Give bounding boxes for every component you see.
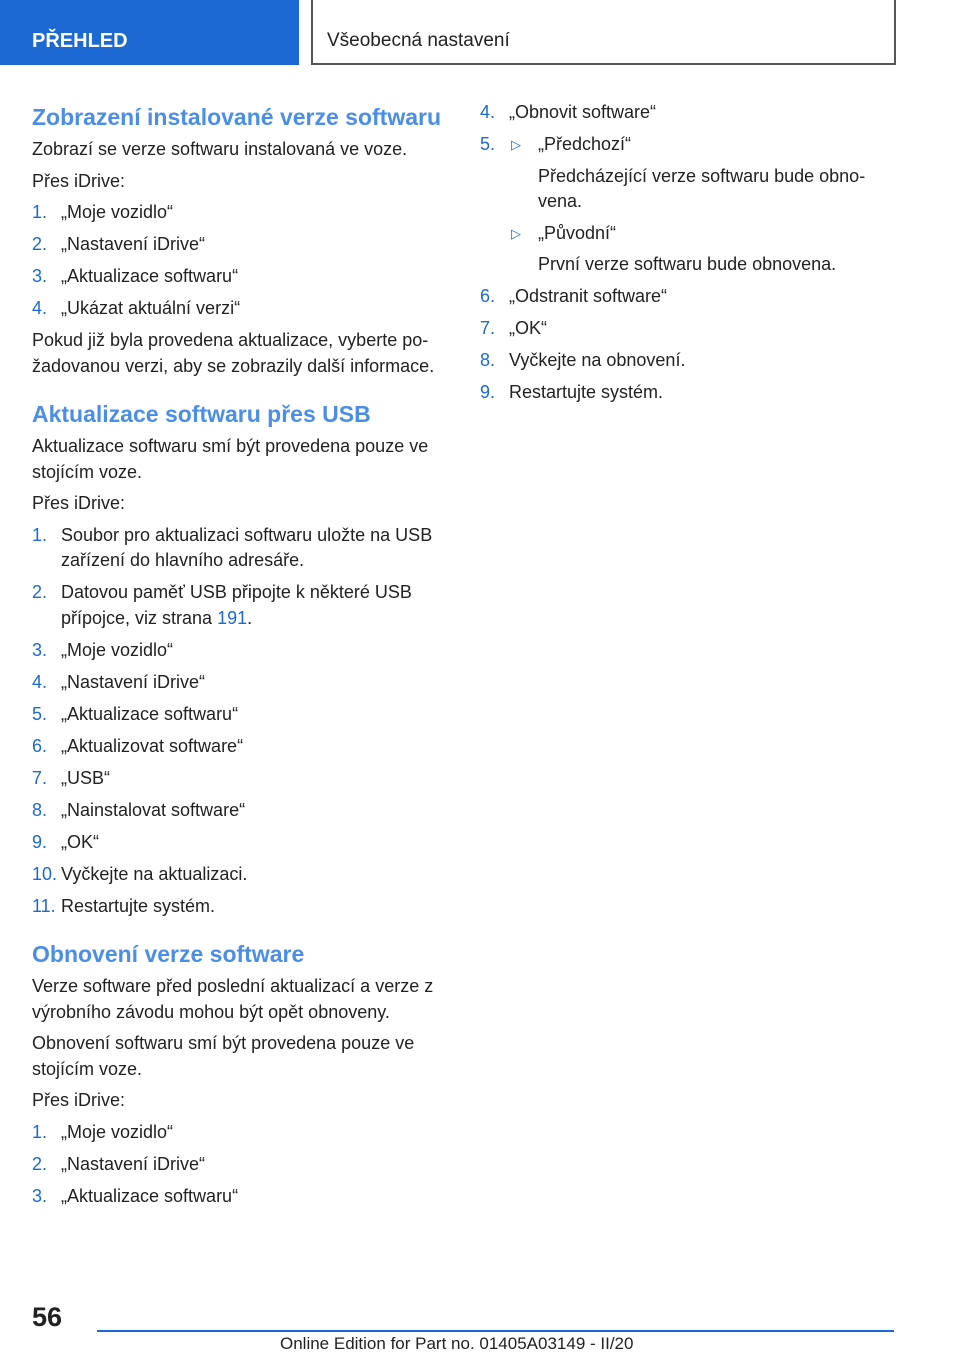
section-tab-label: PŘEHLED (32, 30, 128, 52)
triangle-bullet-icon: ▷ (511, 137, 521, 152)
triangle-bullet-icon: ▷ (511, 225, 521, 241)
restore-version-condition: Obnovení softwaru smí být provedena pouze ve stojícím voze. (32, 1033, 415, 1079)
step-text: „Moje vozidlo“ (61, 639, 174, 660)
step-text: „Nainstalovat software“ (61, 799, 246, 820)
step-number: 5. (32, 703, 48, 724)
list-item (32, 232, 450, 258)
option-previous (509, 132, 900, 215)
step-text: „Obnovit software“ (509, 102, 657, 122)
step-number: 4. (32, 671, 48, 692)
step-text: „Ukázat aktuální verzi“ (61, 298, 241, 318)
step-text: „Nastavení iDrive“ (61, 1153, 206, 1174)
right-column (480, 100, 900, 412)
list-item (480, 348, 900, 374)
step-number: 9. (32, 831, 48, 852)
usb-update-intro: Aktualizace softwaru smí být provedena pouze ve stojícím voze. (32, 436, 429, 482)
chapter-header (311, 0, 896, 65)
step-number: 3. (32, 1185, 48, 1206)
step-text: „Moje vozidlo“ (61, 1121, 174, 1142)
option-label: „Předchozí“ (538, 134, 632, 154)
step-text: „OK“ (509, 318, 547, 338)
option-original (509, 221, 900, 278)
step-number: 5. (480, 134, 496, 154)
list-item (32, 296, 450, 322)
step-number: 1. (32, 1121, 48, 1142)
heading-installed-version: Zobrazení instalované verze softwaru (32, 104, 442, 130)
restore-version-intro: Verze software před poslední aktualizací a verze z výrobního závodu mohou být opět obnoveny. (32, 976, 434, 1022)
list-item (32, 638, 450, 664)
step-text: Restartujte systém. (61, 895, 216, 916)
step-number: 11. (32, 895, 56, 916)
step-text: Vyčkejte na obnovení. (509, 350, 686, 370)
list-item (32, 830, 450, 856)
step-text: „Aktualizace softwaru“ (61, 703, 239, 724)
left-column (32, 100, 450, 1216)
restore-version-steps (32, 1120, 450, 1210)
step-text: „Aktualizovat software“ (61, 735, 244, 756)
section-tab[interactable] (0, 0, 299, 65)
step-number: 1. (32, 202, 48, 222)
restore-version-steps-continued (480, 100, 900, 406)
step-text-end: . (247, 607, 253, 628)
option-description: Předcházející verze softwaru bude obno‐vena. (538, 165, 866, 211)
list-item (32, 264, 450, 290)
list-item (480, 316, 900, 342)
list-item (32, 702, 450, 728)
step-text: „Nastavení iDrive“ (61, 234, 206, 254)
list-item (32, 200, 450, 226)
step-number: 3. (32, 266, 48, 286)
step-number: 2. (32, 234, 48, 254)
step-number: 7. (32, 767, 48, 788)
list-item (32, 766, 450, 792)
step-text: Soubor pro aktualizaci softwaru uložte na USB zařízení do hlavního adresáře. (61, 524, 433, 570)
footer-edition: Online Edition for Part no. 01405A03149 - II/20 (280, 1334, 634, 1353)
list-item (32, 523, 450, 574)
list-item (32, 734, 450, 760)
step-text: „Odstranit software“ (509, 286, 668, 306)
installed-version-steps (32, 200, 450, 322)
list-item (32, 862, 450, 888)
step-number: 3. (32, 639, 48, 660)
step-number: 6. (480, 286, 496, 306)
installed-version-intro: Zobrazí se verze softwaru instalovaná ve voze. (32, 139, 408, 159)
step-number: 7. (480, 318, 496, 338)
list-item (32, 1120, 450, 1146)
list-item (32, 798, 450, 824)
installed-version-via: Přes iDrive: (32, 170, 126, 191)
step-text: „Aktualizace softwaru“ (61, 266, 239, 286)
installed-version-note: Pokud již byla provedena aktualizace, vyberte po‐žadovanou verzi, aby se zobrazily další informace. (32, 330, 435, 376)
step-number: 4. (32, 298, 48, 318)
step-number: 9. (480, 382, 496, 402)
step-text: „Moje vozidlo“ (61, 202, 174, 222)
list-item (480, 100, 900, 126)
step-number: 8. (480, 350, 496, 370)
step-text: Restartujte systém. (509, 382, 664, 402)
step-text: Datovou paměť USB připojte k některé USB přípojce, viz strana (61, 582, 412, 628)
list-item (480, 284, 900, 310)
step-number: 1. (32, 524, 48, 545)
restore-options (509, 132, 900, 278)
restore-version-via: Přes iDrive: (32, 1090, 126, 1110)
option-description: První verze softwaru bude obnovena. (538, 254, 837, 274)
step-number: 2. (32, 582, 48, 602)
usb-update-via: Přes iDrive: (32, 493, 126, 513)
step-number: 10. (32, 863, 58, 884)
option-label: „Původní“ (538, 222, 617, 243)
chapter-title: Všeobecná nastavení (327, 30, 510, 51)
step-number: 2. (32, 1153, 48, 1174)
step-text: Vyčkejte na aktualizaci. (61, 863, 248, 884)
heading-restore-version: Obnovení verze software (32, 941, 305, 967)
step-text: „OK“ (61, 831, 99, 852)
step-text: „USB“ (61, 767, 110, 788)
list-item (480, 380, 900, 406)
list-item (480, 132, 900, 278)
step-number: 4. (480, 102, 496, 122)
page-number: 56 (32, 1302, 63, 1332)
heading-usb-update: Aktualizace softwaru přes USB (32, 401, 371, 427)
list-item (32, 670, 450, 696)
step-text: „Nastavení iDrive“ (61, 671, 206, 692)
list-item (32, 1152, 450, 1178)
list-item (32, 580, 450, 631)
page-reference-link[interactable]: 191 (217, 607, 248, 628)
step-number: 6. (32, 735, 48, 756)
list-item (32, 894, 450, 920)
footer-divider (97, 1330, 894, 1332)
step-number: 8. (32, 799, 48, 820)
usb-update-steps (32, 523, 450, 920)
list-item (32, 1184, 450, 1210)
step-text: „Aktualizace softwaru“ (61, 1185, 239, 1206)
